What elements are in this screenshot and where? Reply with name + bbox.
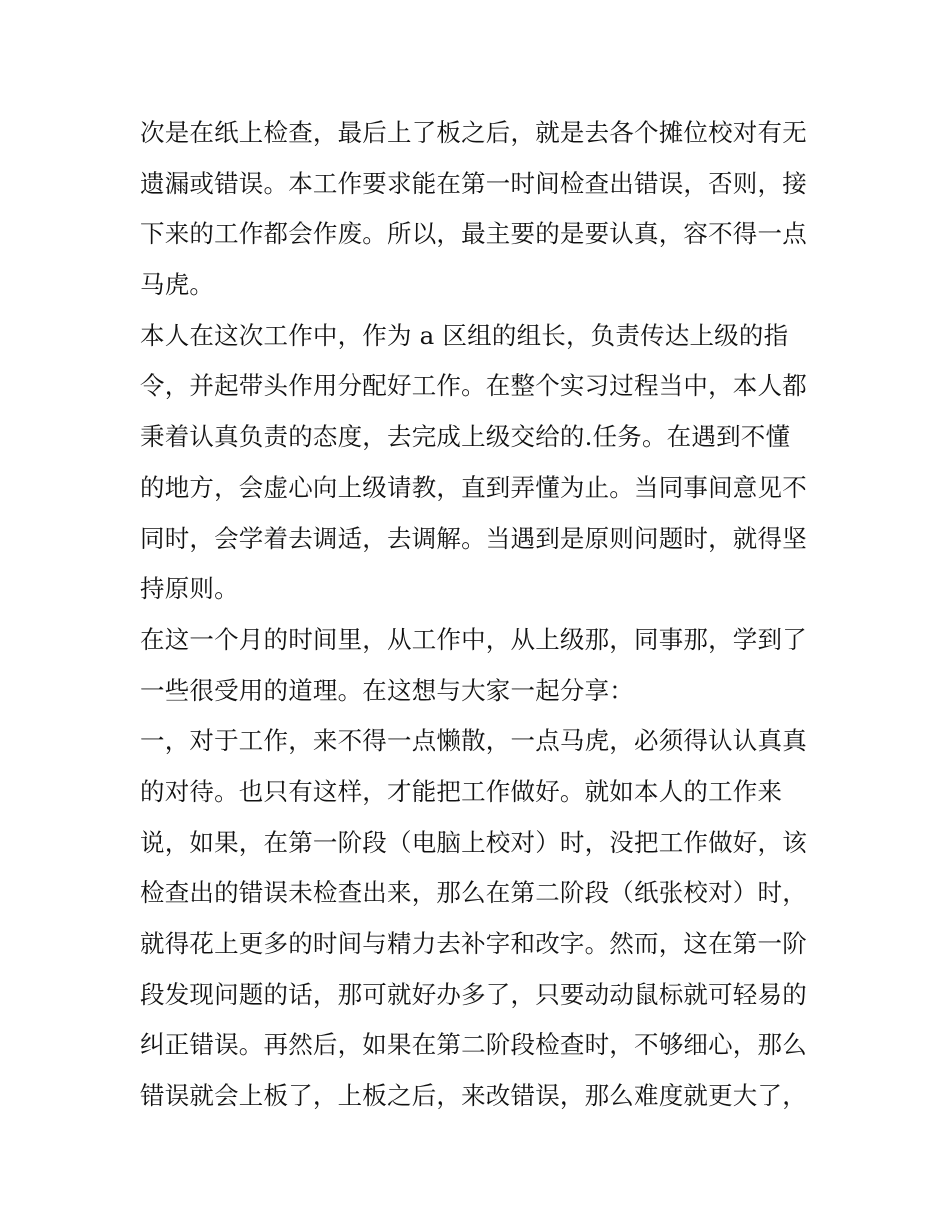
text-line-5: 本人在这次工作中，作为 a 区组的组长，负责传达上级的指 [140, 320, 789, 350]
text-line-2: 遗漏或错误。本工作要求能在第一时间检查出错误，否则，接 [140, 168, 807, 198]
text-line-17: 就得花上更多的时间与精力去补字和改字。然而，这在第一阶 [140, 929, 807, 958]
text-line-16: 检查出的错误未检查出来，那么在第二阶段（纸张校对）时， [140, 878, 807, 908]
text-line-13: 一，对于工作，来不得一点懒散，一点马虎，必须得认认真真 [140, 726, 807, 756]
body-text [140, 108, 840, 1122]
text-line-7: 秉着认真负责的态度，去完成上级交给的.任务。在遇到不懂 [140, 422, 791, 452]
text-line-8: 的地方，会虚心向上级请教，直到弄懂为止。当同事间意见不 [140, 472, 807, 502]
text-line-14: 的对待。也只有这样，才能把工作做好。就如本人的工作来 [140, 776, 783, 806]
text-line-19: 纠正错误。再然后，如果在第二阶段检查时，不够细心，那么 [140, 1030, 807, 1060]
text-line-20: 错误就会上板了，上板之后，来改错误，那么难度就更大了， [140, 1081, 807, 1111]
text-line-12: 一些很受用的道理。在这想与大家一起分享： [140, 675, 634, 705]
text-line-10: 持原则。 [140, 574, 239, 604]
text-line-4: 马虎。 [140, 270, 215, 300]
text-line-18: 段发现问题的话，那可就好办多了，只要动动鼠标就可轻易的 [140, 979, 807, 1009]
text-line-1: 次是在纸上检查，最后上了板之后，就是去各个摊位校对有无 [140, 118, 807, 147]
text-line-6: 令，并起带头作用分配好工作。在整个实习过程当中，本人都 [140, 371, 807, 401]
text-line-3: 下来的工作都会作废。所以，最主要的是要认真，容不得一点 [140, 219, 807, 249]
text-line-15: 说，如果，在第一阶段（电脑上校对）时，没把工作做好，该 [140, 827, 807, 857]
text-line-9: 同时，会学着去调适，去调解。当遇到是原则问题时，就得坚 [140, 523, 807, 553]
text-line-11: 在这一个月的时间里，从工作中，从上级那，同事那，学到了 [140, 624, 807, 654]
